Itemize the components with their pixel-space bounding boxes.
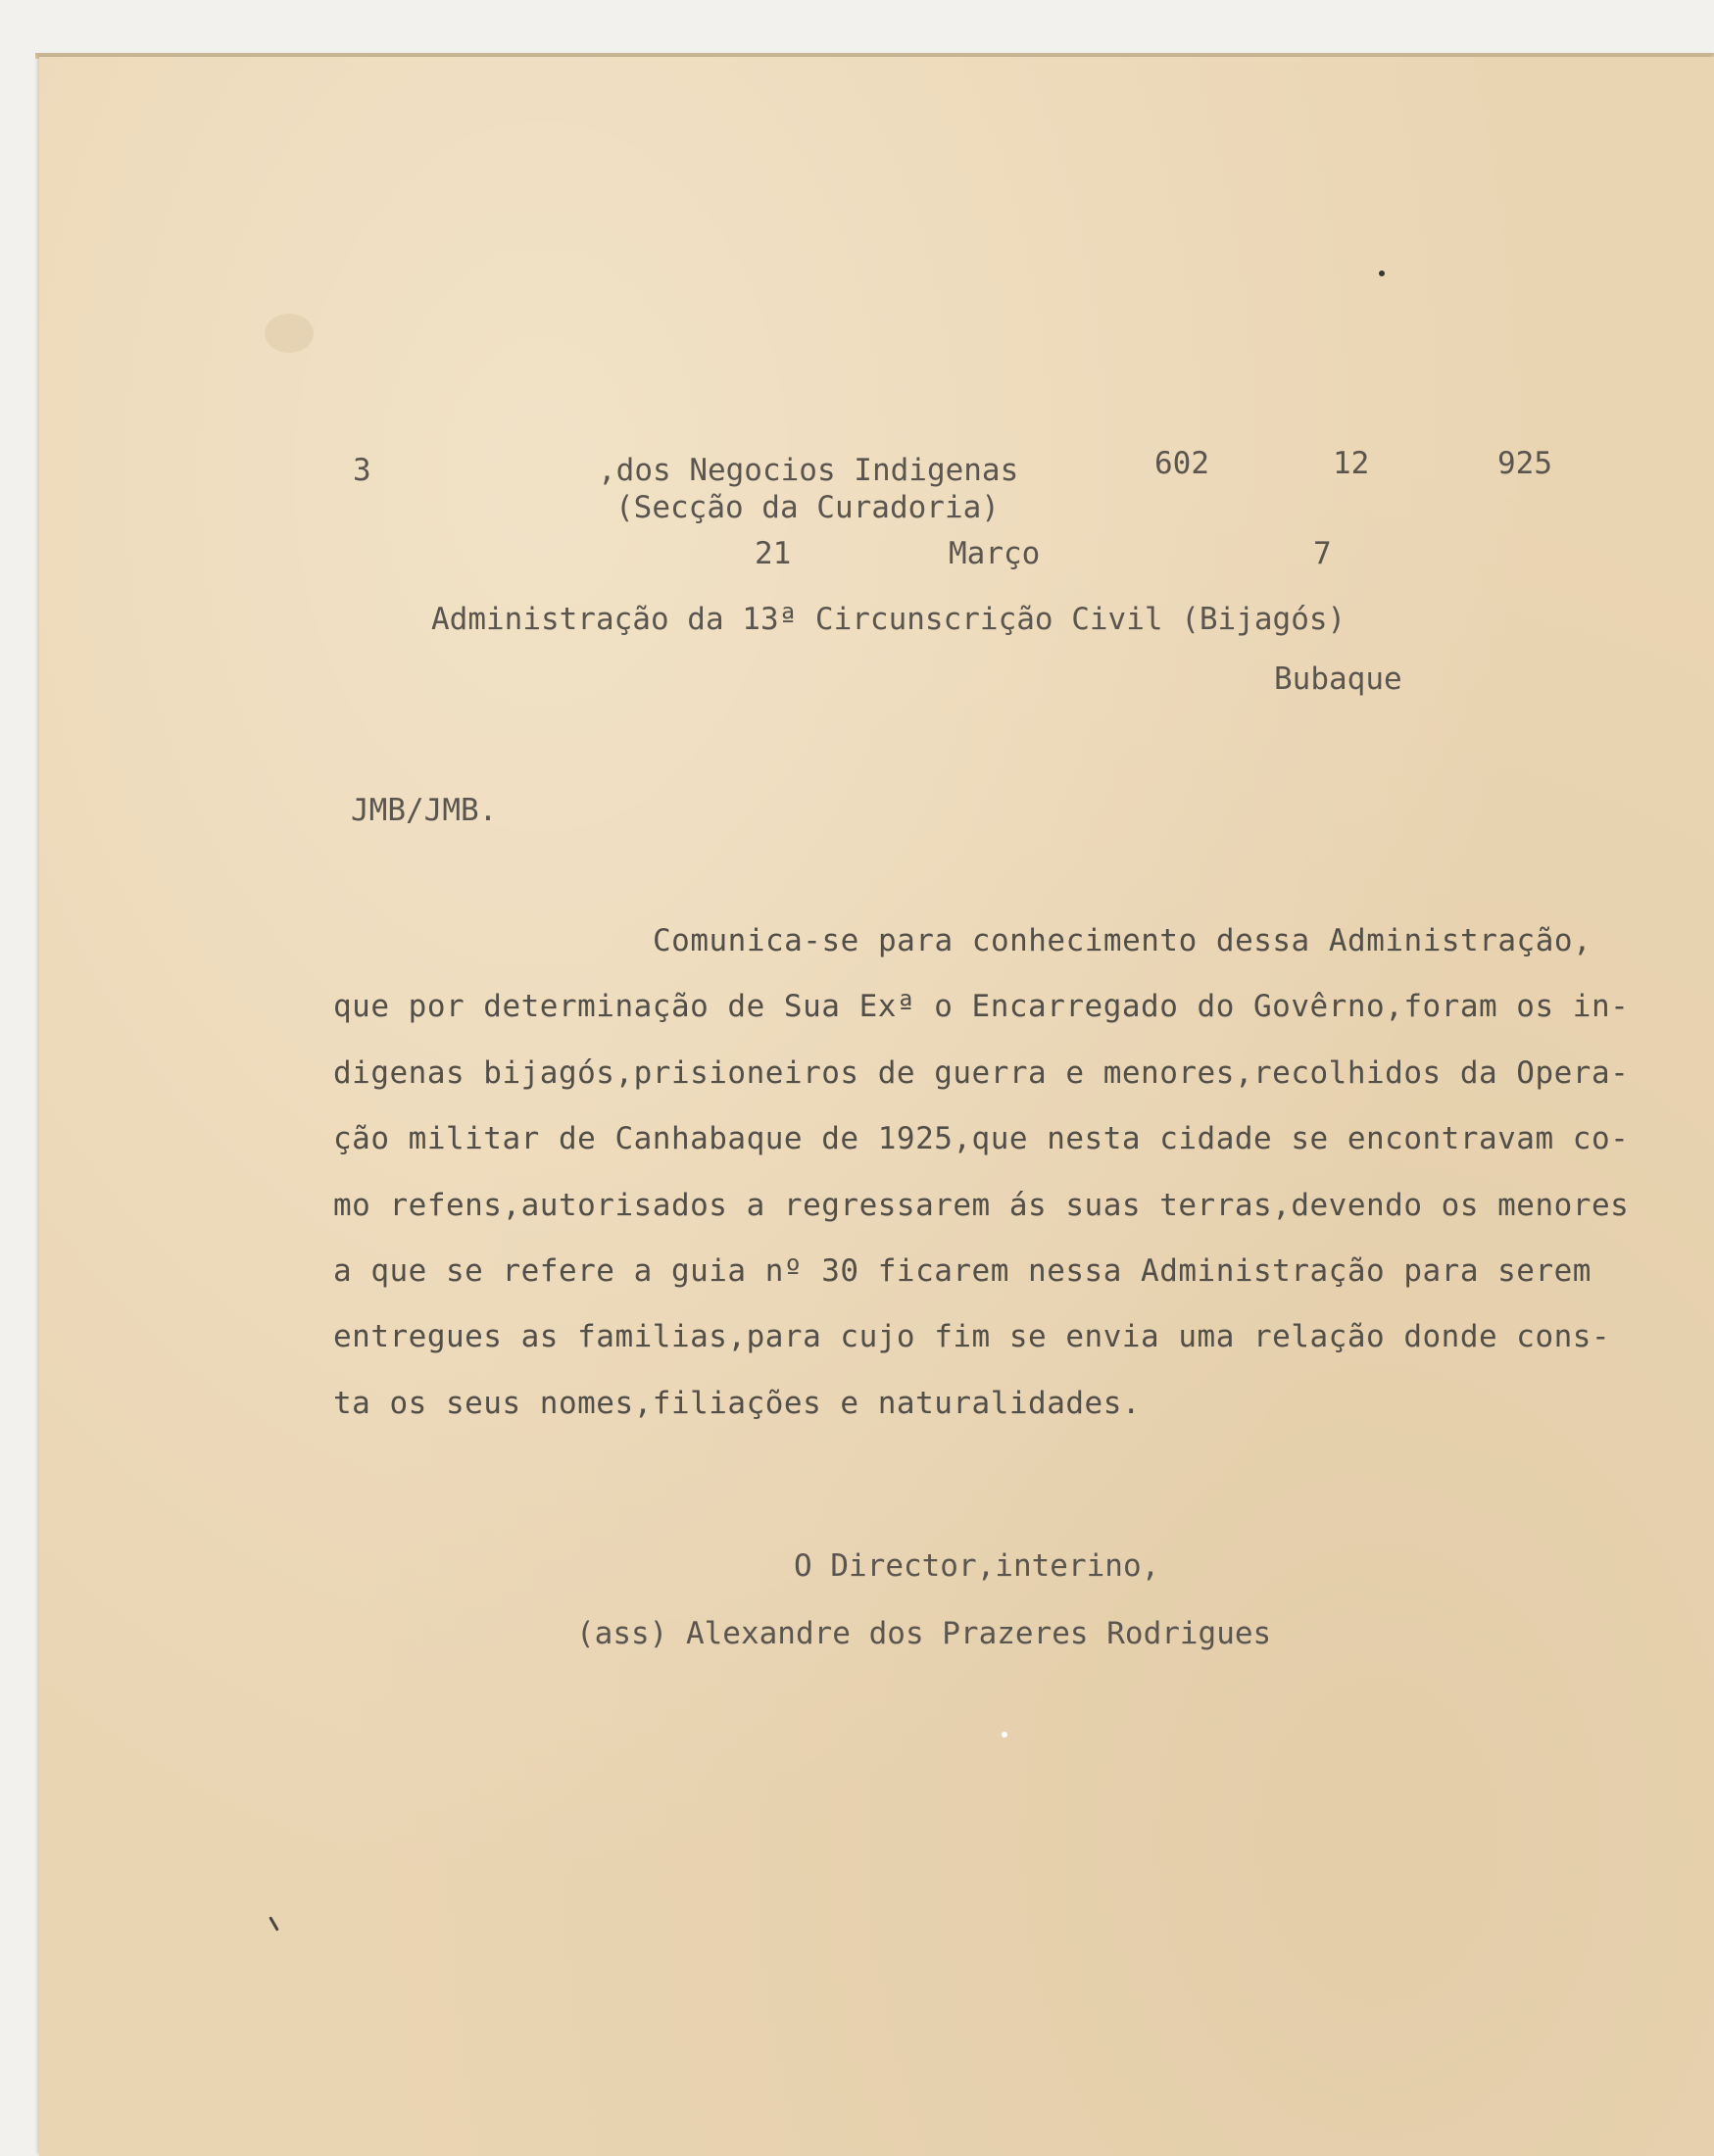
body-line-7: entregues as familias,para cujo fim se envia uma relação donde cons- (333, 1319, 1611, 1354)
document-number: 3 (353, 453, 371, 488)
dust-speck (1002, 1732, 1007, 1738)
date-day: 21 (755, 536, 792, 571)
reference-number-c: 925 (1497, 446, 1552, 481)
body-line-5: mo refens,autorisados a regressarem ás suas terras,devendo os menores (333, 1188, 1630, 1223)
date-month: Março (949, 536, 1041, 571)
body-line-3: digenas bijagós,prisioneiros de guerra e menores,recolhidos da Opera- (333, 1055, 1630, 1091)
reference-number-a: 602 (1154, 446, 1209, 481)
recipient-place: Bubaque (1274, 662, 1402, 697)
body-line-6: a que se refere a guia nº 30 ficarem nessa Administração para serem (333, 1253, 1592, 1289)
paper-sheet (39, 57, 1714, 2156)
stain-mark (265, 314, 314, 353)
typist-initials: JMB/JMB. (351, 793, 498, 828)
section-name: (Secção da Curadoria) (615, 490, 1000, 525)
signature-line: (ass) Alexandre dos Prazeres Rodrigues (576, 1616, 1272, 1651)
department-name: ,dos Negocios Indigenas (598, 453, 1019, 488)
body-line-4: ção militar de Canhabaque de 1925,que nesta cidade se encontravam co- (333, 1121, 1630, 1156)
reference-number-d: 7 (1313, 536, 1332, 571)
body-line-1: Comunica-se para conhecimento dessa Administração, (653, 923, 1592, 958)
body-line-2: que por determinação de Sua Exª o Encarregado do Govêrno,foram os in- (333, 989, 1630, 1024)
dust-speck (1379, 270, 1385, 276)
closing-title: O Director,interino, (794, 1548, 1160, 1584)
reference-number-b: 12 (1333, 446, 1370, 481)
body-line-8: ta os seus nomes,filiações e naturalidades. (333, 1386, 1142, 1421)
recipient-line: Administração da 13ª Circunscrição Civil (Bijagós) (431, 602, 1347, 637)
